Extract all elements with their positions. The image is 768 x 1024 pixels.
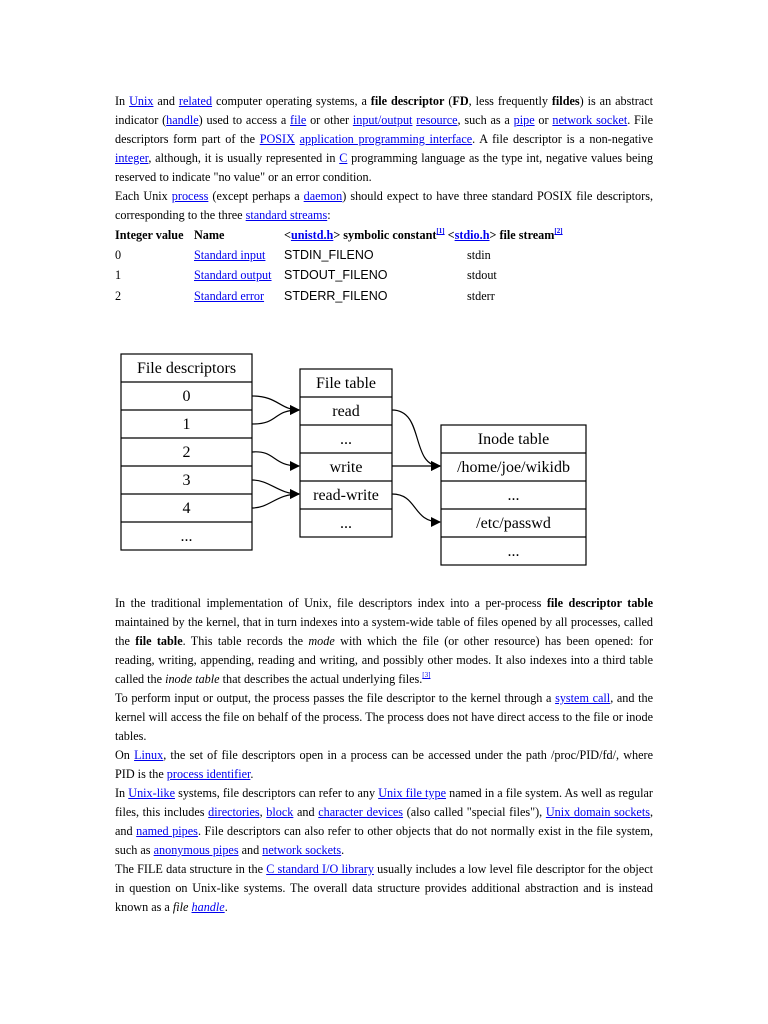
cell-int: 1 [115,268,122,283]
cell-int: 0 [115,247,122,262]
link-unix-file-type[interactable]: Unix file type [378,786,446,800]
link-named-pipes[interactable]: named pipes [136,824,198,838]
arrow-2-write [252,452,299,466]
link-c[interactable]: C [339,151,348,165]
ft-title: File table [316,375,376,392]
arrow-3-readwrite [252,480,299,494]
link-linux[interactable]: Linux [134,748,164,762]
link-stdio[interactable]: stdio.h [454,227,490,242]
link-network-socket[interactable]: network socket [552,113,628,127]
link-unistd[interactable]: unistd.h [290,227,334,242]
link-input-output[interactable]: input/output [352,113,413,127]
link-c-stdio[interactable]: C standard I/O library [266,862,374,876]
ft-row: read-write [313,487,379,504]
link-resource[interactable]: resource [416,113,458,127]
perform-paragraph: To perform input or output, the process passes the file descriptor to the kernel through a system call, and the kernel will access the file on behalf of the process. The process does not have direct access to the file or inode tables. [115,691,653,743]
ft-row: ... [340,515,352,532]
ft-row: read [332,403,360,420]
fd-row: 0 [182,388,191,405]
link-related[interactable]: related [178,94,213,108]
ft-row: ... [340,431,352,448]
link-standard-streams[interactable]: standard streams [245,208,328,222]
link-standard-error[interactable]: Standard error [194,288,265,303]
link-directories[interactable]: directories [208,805,260,819]
link-system-call[interactable]: system call [555,691,611,705]
link-posix[interactable]: POSIX [259,132,295,146]
arrow-readwrite-passwd [392,494,440,522]
linux-paragraph: On Linux, the set of file descriptors open in a process can be accessed under the path /proc/PID/fd/, where PID is the process identifier. [115,748,653,781]
link-file[interactable]: file [290,113,307,127]
fd-row: 4 [182,500,191,517]
it-row: /etc/passwd [476,515,551,532]
it-title: Inode table [477,431,550,448]
link-process[interactable]: process [171,189,209,203]
cell-int: 2 [115,288,122,303]
it-row: /home/joe/wikidb [457,459,570,476]
fd-row: 2 [182,444,191,461]
arrow-read-wikidb [392,410,440,466]
link-daemon[interactable]: daemon [303,189,343,203]
link-integer[interactable]: integer [115,151,149,165]
file-struct-paragraph: The FILE data structure in the C standard I/O library usually includes a low level file descriptor for the object in question on Unix-like systems. The overall data structure provides additional abstraction and is instead known as a file handle. [115,862,654,914]
each-paragraph: Each Unix process (except perhaps a daemon) should expect to have three standard POSIX file descriptors, corresponding to the three standard streams: [115,189,653,222]
unixlike-paragraph: In Unix-like systems, file descriptors can refer to any Unix file type named in a file system. As well as regular files, this includes directories, block and character devices (also called "special files"), Unix domain sockets, and named pipes. File descriptors can also refer to other objects that do not normally exist in the file system, such as anonymous pipes and network sockets. [115,786,653,857]
it-row: ... [507,487,520,504]
cell-stream: stdout [467,268,497,283]
cell-sym: STDOUT_FILENO [284,268,388,283]
ft-row: write [329,459,363,476]
intro-paragraph: In Unix and related computer operating systems, a file descriptor (FD, less frequently fildes) is an abstract indicator (handle) used to access a file or other input/output resource, such as a pipe or network socket. File descriptors form part of the POSIX application programming interface. A file descriptor is a non-negative integer, although, it is usually represented in C programming language as the type int, negative values being reserved to indicate "no value" or an error condition. [115,94,654,184]
traditional-paragraph: In the traditional implementation of Unix, file descriptors index into a per-process file descriptor table maintained by the kernel, that in turn indexes into a system-wide table of files opened by all processes, called the file table. This table records the mode with which the file (or other resource) has been opened: for reading, writing, appending, reading and writing, and possibly other modes. It also indexes into a third table called the inode table that describes the actual underlying files.[3] [115,596,654,686]
fd-title: File descriptors [136,360,237,377]
link-api[interactable]: application programming interface [299,132,473,146]
link-unix-domain-sockets[interactable]: Unix domain sockets [545,805,650,819]
cell-stream: stdin [467,247,491,262]
link-unix-like[interactable]: Unix-like [128,786,175,800]
fd-row: 1 [182,416,191,433]
fd-row: ... [180,528,193,545]
link-pipe[interactable]: pipe [513,113,535,127]
link-block[interactable]: block [266,805,294,819]
it-row: ... [507,543,520,560]
link-standard-output[interactable]: Standard output [194,268,272,283]
link-process-identifier[interactable]: process identifier [166,767,251,781]
link-standard-input[interactable]: Standard input [194,247,266,262]
ref-2[interactable]: [2] [554,226,563,235]
fd-row: 3 [182,472,191,489]
link-anonymous-pipes[interactable]: anonymous pipes [153,843,239,857]
link-network-sockets[interactable]: network sockets [262,843,342,857]
header-symbolic: <unistd.h> symbolic constant[1] <stdio.h> file stream[2] [284,226,563,242]
ref-1[interactable]: [1] [436,226,445,235]
arrow-4-readwrite [252,494,299,508]
article-bottom [115,594,653,917]
header-name: Name [194,227,225,242]
arrow-1-read [252,410,299,424]
arrow-0-read [252,396,299,410]
link-handle-2[interactable]: handle [191,900,225,914]
cell-sym: STDERR_FILENO [284,288,388,303]
ref-3[interactable]: [3] [422,671,431,679]
header-integer: Integer value [115,227,184,242]
link-handle[interactable]: handle [166,113,199,127]
cell-stream: stderr [467,288,495,303]
link-character-devices[interactable]: character devices [318,805,404,819]
cell-sym: STDIN_FILENO [284,247,374,262]
link-unix[interactable]: Unix [129,94,154,108]
